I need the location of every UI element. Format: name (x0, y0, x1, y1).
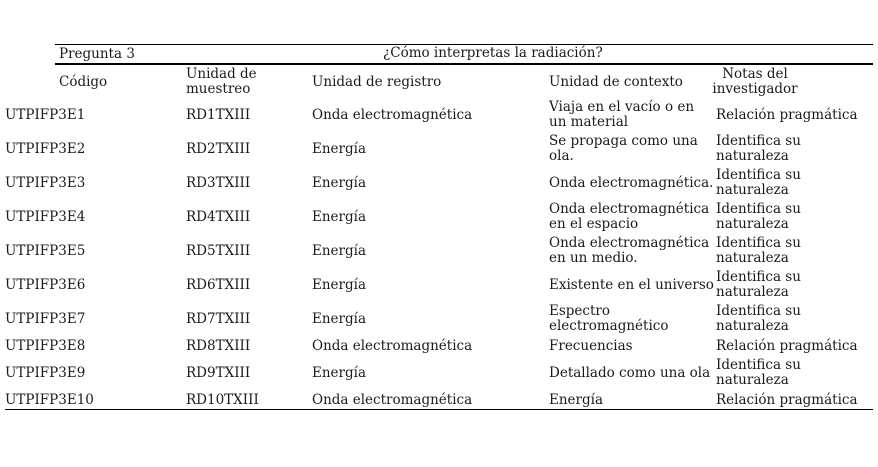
cell-codigo: UTPIFP3E9 (5, 365, 86, 381)
cell-muestreo: RD10TXIII (186, 392, 259, 408)
cell-contexto: Viaja en el vacío o en un material (549, 99, 695, 130)
cell-codigo: UTPIFP3E10 (5, 392, 94, 408)
cell-contexto: Frecuencias (549, 338, 633, 354)
cell-codigo: UTPIFP3E6 (5, 277, 86, 293)
cell-registro: Energía (312, 209, 366, 225)
cell-muestreo: RD6TXIII (186, 277, 251, 293)
cell-contexto: Energía (549, 392, 603, 408)
question-label: Pregunta 3 (59, 46, 135, 62)
cell-muestreo: RD8TXIII (186, 338, 251, 354)
cell-notas: Identifica su naturaleza (716, 269, 801, 300)
cell-codigo: UTPIFP3E1 (5, 107, 86, 123)
cell-codigo: UTPIFP3E3 (5, 175, 86, 191)
bottom-rule (5, 409, 873, 410)
cell-contexto: Existente en el universo (549, 277, 714, 293)
cell-muestreo: RD7TXIII (186, 311, 251, 327)
cell-muestreo: RD1TXIII (186, 107, 251, 123)
header-notas: Notas del investigador (712, 66, 798, 97)
cell-muestreo: RD9TXIII (186, 365, 251, 381)
header-codigo: Código (59, 74, 108, 90)
question-rule (55, 63, 873, 65)
cell-notas: Relación pragmática (716, 392, 858, 408)
cell-muestreo: RD2TXIII (186, 141, 251, 157)
cell-contexto: Se propaga como una ola. (549, 133, 698, 164)
cell-notas: Identifica su naturaleza (716, 303, 801, 334)
cell-muestreo: RD5TXIII (186, 243, 251, 259)
cell-registro: Energía (312, 141, 366, 157)
cell-codigo: UTPIFP3E7 (5, 311, 86, 327)
header-contexto: Unidad de contexto (549, 74, 683, 90)
cell-muestreo: RD3TXIII (186, 175, 251, 191)
cell-registro: Onda electromagnética (312, 392, 473, 408)
cell-codigo: UTPIFP3E4 (5, 209, 86, 225)
cell-registro: Energía (312, 365, 366, 381)
cell-registro: Onda electromagnética (312, 338, 473, 354)
cell-registro: Onda electromagnética (312, 107, 473, 123)
header-registro: Unidad de registro (312, 74, 442, 90)
cell-contexto: Onda electromagnética en el espacio (549, 201, 710, 232)
cell-contexto: Onda electromagnética en un medio. (549, 235, 710, 266)
cell-registro: Energía (312, 277, 366, 293)
header-muestreo: Unidad de muestreo (186, 66, 257, 97)
cell-notas: Identifica su naturaleza (716, 133, 801, 164)
cell-notas: Identifica su naturaleza (716, 201, 801, 232)
cell-contexto: Espectro electromagnético (549, 303, 669, 334)
cell-notas: Relación pragmática (716, 338, 858, 354)
cell-registro: Energía (312, 243, 366, 259)
question-text: ¿Cómo interpretas la radiación? (383, 45, 603, 61)
cell-notas: Relación pragmática (716, 107, 858, 123)
cell-notas: Identifica su naturaleza (716, 167, 801, 198)
cell-codigo: UTPIFP3E8 (5, 338, 86, 354)
cell-contexto: Onda electromagnética. (549, 175, 714, 191)
cell-contexto: Detallado como una ola (549, 365, 711, 381)
cell-codigo: UTPIFP3E2 (5, 141, 86, 157)
cell-codigo: UTPIFP3E5 (5, 243, 86, 259)
cell-muestreo: RD4TXIII (186, 209, 251, 225)
cell-notas: Identifica su naturaleza (716, 235, 801, 266)
cell-registro: Energía (312, 311, 366, 327)
cell-notas: Identifica su naturaleza (716, 357, 801, 388)
cell-registro: Energía (312, 175, 366, 191)
